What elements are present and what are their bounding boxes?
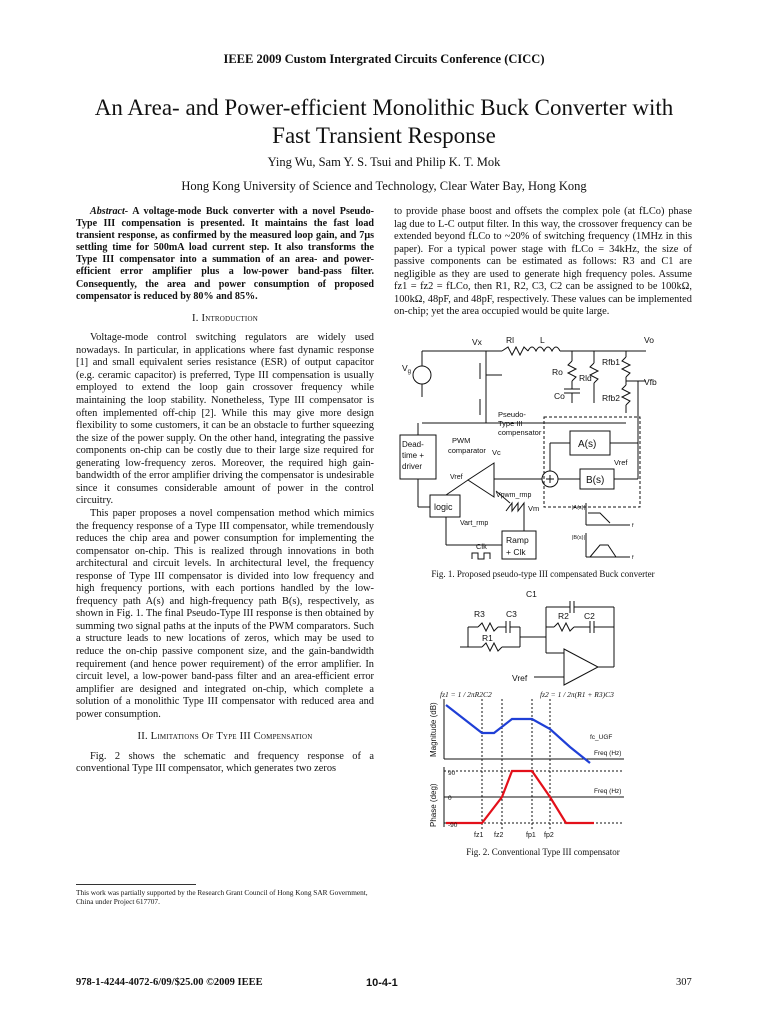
affiliation: Hong Kong University of Science and Technology, Clear Water Bay, Hong Kong: [181, 179, 587, 193]
abstract: [76, 206, 374, 303]
type3-compensator-figure: [394, 587, 692, 839]
pseudo-label-1: Pseudo-: [498, 409, 526, 419]
freq-label-2: f: [632, 554, 634, 561]
limitations-paragraph-1: Fig. 2 shows the schematic and frequency response of a conventional Type III compensator, which generates two zeros: [76, 750, 374, 775]
right-paragraph-1: to provide phase boost and offsets the complex pole (at fLCo) phase lag due to L-C output filter. In this way, the crossover frequency can be extended beyond fLCo to ~20% of switching frequency (1MHz in this paper). For a typical power stage with fLCo = 34kHz, the size of passive components can be estimated as follows: R3 and C1 are negligible as they are used to generate high frequency poles. Assume fz1 = fz2 = fLCo, then R1, R2, C3, C2 can be assigned to be 100kΩ, 100kΩ, 48pF, and 48pF, respectively. These values can be implemented on-chip; yet the area occupied would be quite large.: [394, 206, 692, 318]
pseudo-label-2: Type III: [498, 418, 523, 428]
rfb2-label: Rfb2: [602, 392, 620, 403]
x-fp1-label: fp1: [526, 832, 536, 840]
bs-block-label: B(s): [586, 474, 605, 486]
footer-session: 10-4-1: [366, 977, 398, 989]
fc-ugf-label: fc_UGF: [590, 734, 613, 742]
phase-axis-label: Phase (deg): [429, 783, 438, 828]
vref-label-2: Vref: [450, 473, 463, 481]
fz1-formula: fz1 = 1 / 2πR2C2: [440, 690, 492, 700]
figure-2: [394, 587, 692, 858]
abstract-text: A voltage-mode Buck converter with a novel Pseudo-Type III compensation is presented. It maintains the fast load transient response, as confirmed by the measured loop gain, and 7μs settling time for 500mA load current step. It also transforms the Type III compensator into a summation of an area- and power-efficient error amplifier plus a low-power band-pass filter. Consequently, the area and power consumption of proposed compensator is reduced by 80% and 85%.: [76, 206, 375, 302]
r2-label: R2: [558, 611, 569, 622]
ramp-label-1: Ramp: [506, 534, 529, 545]
x-fz2-label: fz2: [494, 832, 504, 840]
c2-label: C2: [584, 611, 595, 622]
intro-paragraph-1: Voltage-mode control switching regulators are widely used nowadays. In particular, in applications where fast dynamic response [1] and small equivalent series resistance (ESR) of output capacitor (e.g. ceramic capacitor) is preferred, Type III compensation is usually employed to extend the loop gain crossover frequency while maintaining the loop stability. Nonetheless, Type III compensator is often implemented off-chip [2]. While this may give more design flexibility to some customers, it can be an obstacle to further squeezing the size of the power supply. On the other hand, integrating the passive components on-chip can be costly due to their large size required for generating low-frequency zeros. Moreover, the required high gain-bandwidth of the error amplifier driving the compensator is undesirable since it consumes considerable amount of power in the control circuitry.: [76, 332, 374, 507]
phase-tick-0: 0: [448, 795, 452, 803]
title-line-2: Fast Transient Response: [272, 123, 496, 148]
vc-label: Vc: [492, 447, 501, 457]
bs-magnitude-label: |B(s)|: [572, 534, 585, 541]
vm-label: Vm: [528, 503, 540, 513]
footer-page-number: 307: [676, 977, 692, 988]
logic-label: logic: [434, 501, 453, 512]
title-line-1: An Area- and Power-efficient Monolithic Buck Converter with: [94, 95, 674, 120]
vg-label: $V_g$: [402, 362, 412, 375]
vx-label: Vx: [472, 336, 482, 347]
deadtime-label-3: driver: [402, 461, 423, 471]
section-heading-limitations: II. Limitations Of Type III Compensation: [137, 731, 313, 743]
pwm-label-1: PWM: [452, 435, 471, 445]
abstract-label: Abstract-: [90, 206, 129, 217]
vpwm-label: Vpwm_rmp: [496, 491, 532, 499]
clk-label: Clk: [476, 541, 487, 551]
vart-label: Vart_rmp: [460, 519, 489, 527]
as-block-label: A(s): [578, 438, 597, 450]
intro-paragraph-2: This paper proposes a novel compensation method which mimics the frequency response of a Type III compensator, while tremendously reduces the chip area and power consumption for implementing the compensator on-chip. This is realized through innovations in both architectural and circuit levels. In architectural level, the frequency response of Type III compensator is divided into low frequency and high frequency portions, with each portions handled by the low-frequency path A(s) and high-frequency path B(s), respectively, as shown in Fig. 1. The final Pseudo-Type III response is then obtained by summing two signal paths at the inputs of the PWM comparators. Such a structure leads to new locations of zeros, which may be used to reduce the on-chip passive component size, and the gain-bandwidth requirement (and hence power requirement) of the error amplifier. In circuit level, a low-power band-pass filter and an area-efficient error amplifier are designed and integrated on-chip, which complete a solution of a monolithic Type III compensator with reduced area and power consumption.: [76, 507, 374, 720]
x-fp2-label: fp2: [544, 832, 554, 840]
phase-tick-m90: -90: [448, 822, 458, 830]
vref-label: Vref: [512, 673, 528, 684]
as-magnitude-label: |A(s)|: [572, 504, 585, 511]
figure-2-caption: Fig. 2. Conventional Type III compensator: [466, 846, 620, 857]
buck-converter-schematic: [394, 327, 692, 562]
left-column: [76, 206, 374, 776]
co-label: Co: [554, 390, 565, 401]
ramp-label-2: + Clk: [506, 546, 526, 557]
rl-label: Rl: [506, 334, 515, 345]
vfb-label: Vfb: [644, 376, 657, 387]
vref-label-1: Vref: [614, 457, 628, 467]
author-list: Ying Wu, Sam Y. S. Tsui and Philip K. T. Mok: [267, 155, 501, 169]
fz2-formula: fz2 = 1 / 2π(R1 + R3)C3: [540, 690, 614, 700]
pseudo-label-3: compensator: [498, 427, 542, 437]
freq-label-1: f: [632, 522, 634, 529]
pwm-label-2: comparator: [448, 445, 486, 455]
r1-label: R1: [482, 633, 493, 644]
rld-label: Rld: [579, 372, 592, 383]
phase-tick-90: 90: [448, 770, 456, 778]
section-heading-introduction: I. Introduction: [192, 312, 258, 324]
freq-axis-label-1: Freq (Hz): [594, 750, 622, 758]
magnitude-curve: [446, 705, 590, 763]
right-column: [394, 206, 692, 858]
conference-header: IEEE 2009 Custom Intergrated Circuits Conference (CICC): [223, 52, 545, 66]
magnitude-axis-label: Magnitude (dB): [429, 702, 438, 758]
figure-1: [394, 327, 692, 581]
deadtime-label-1: Dead-: [402, 439, 424, 449]
inductor-label: L: [540, 334, 545, 345]
vo-label: Vo: [644, 334, 654, 345]
footer-isbn: 978-1-4244-4072-6/09/$25.00 ©2009 IEEE: [76, 977, 263, 988]
paper-title: [40, 94, 728, 150]
r3-label: R3: [474, 609, 485, 620]
footnote-divider: [76, 884, 196, 885]
figure-1-caption: Fig. 1. Proposed pseudo-type III compensated Buck converter: [431, 569, 655, 580]
c3-label: C3: [506, 609, 517, 620]
deadtime-label-2: time +: [402, 450, 425, 460]
freq-axis-label-2: Freq (Hz): [594, 788, 622, 796]
footnote: This work was partially supported by the Research Grant Council of Hong Kong SAR Government, China under Project 617707.: [76, 888, 368, 906]
ro-label: Ro: [552, 366, 563, 377]
c1-label: C1: [526, 589, 537, 600]
rfb1-label: Rfb1: [602, 356, 620, 367]
x-fz1-label: fz1: [474, 832, 484, 840]
